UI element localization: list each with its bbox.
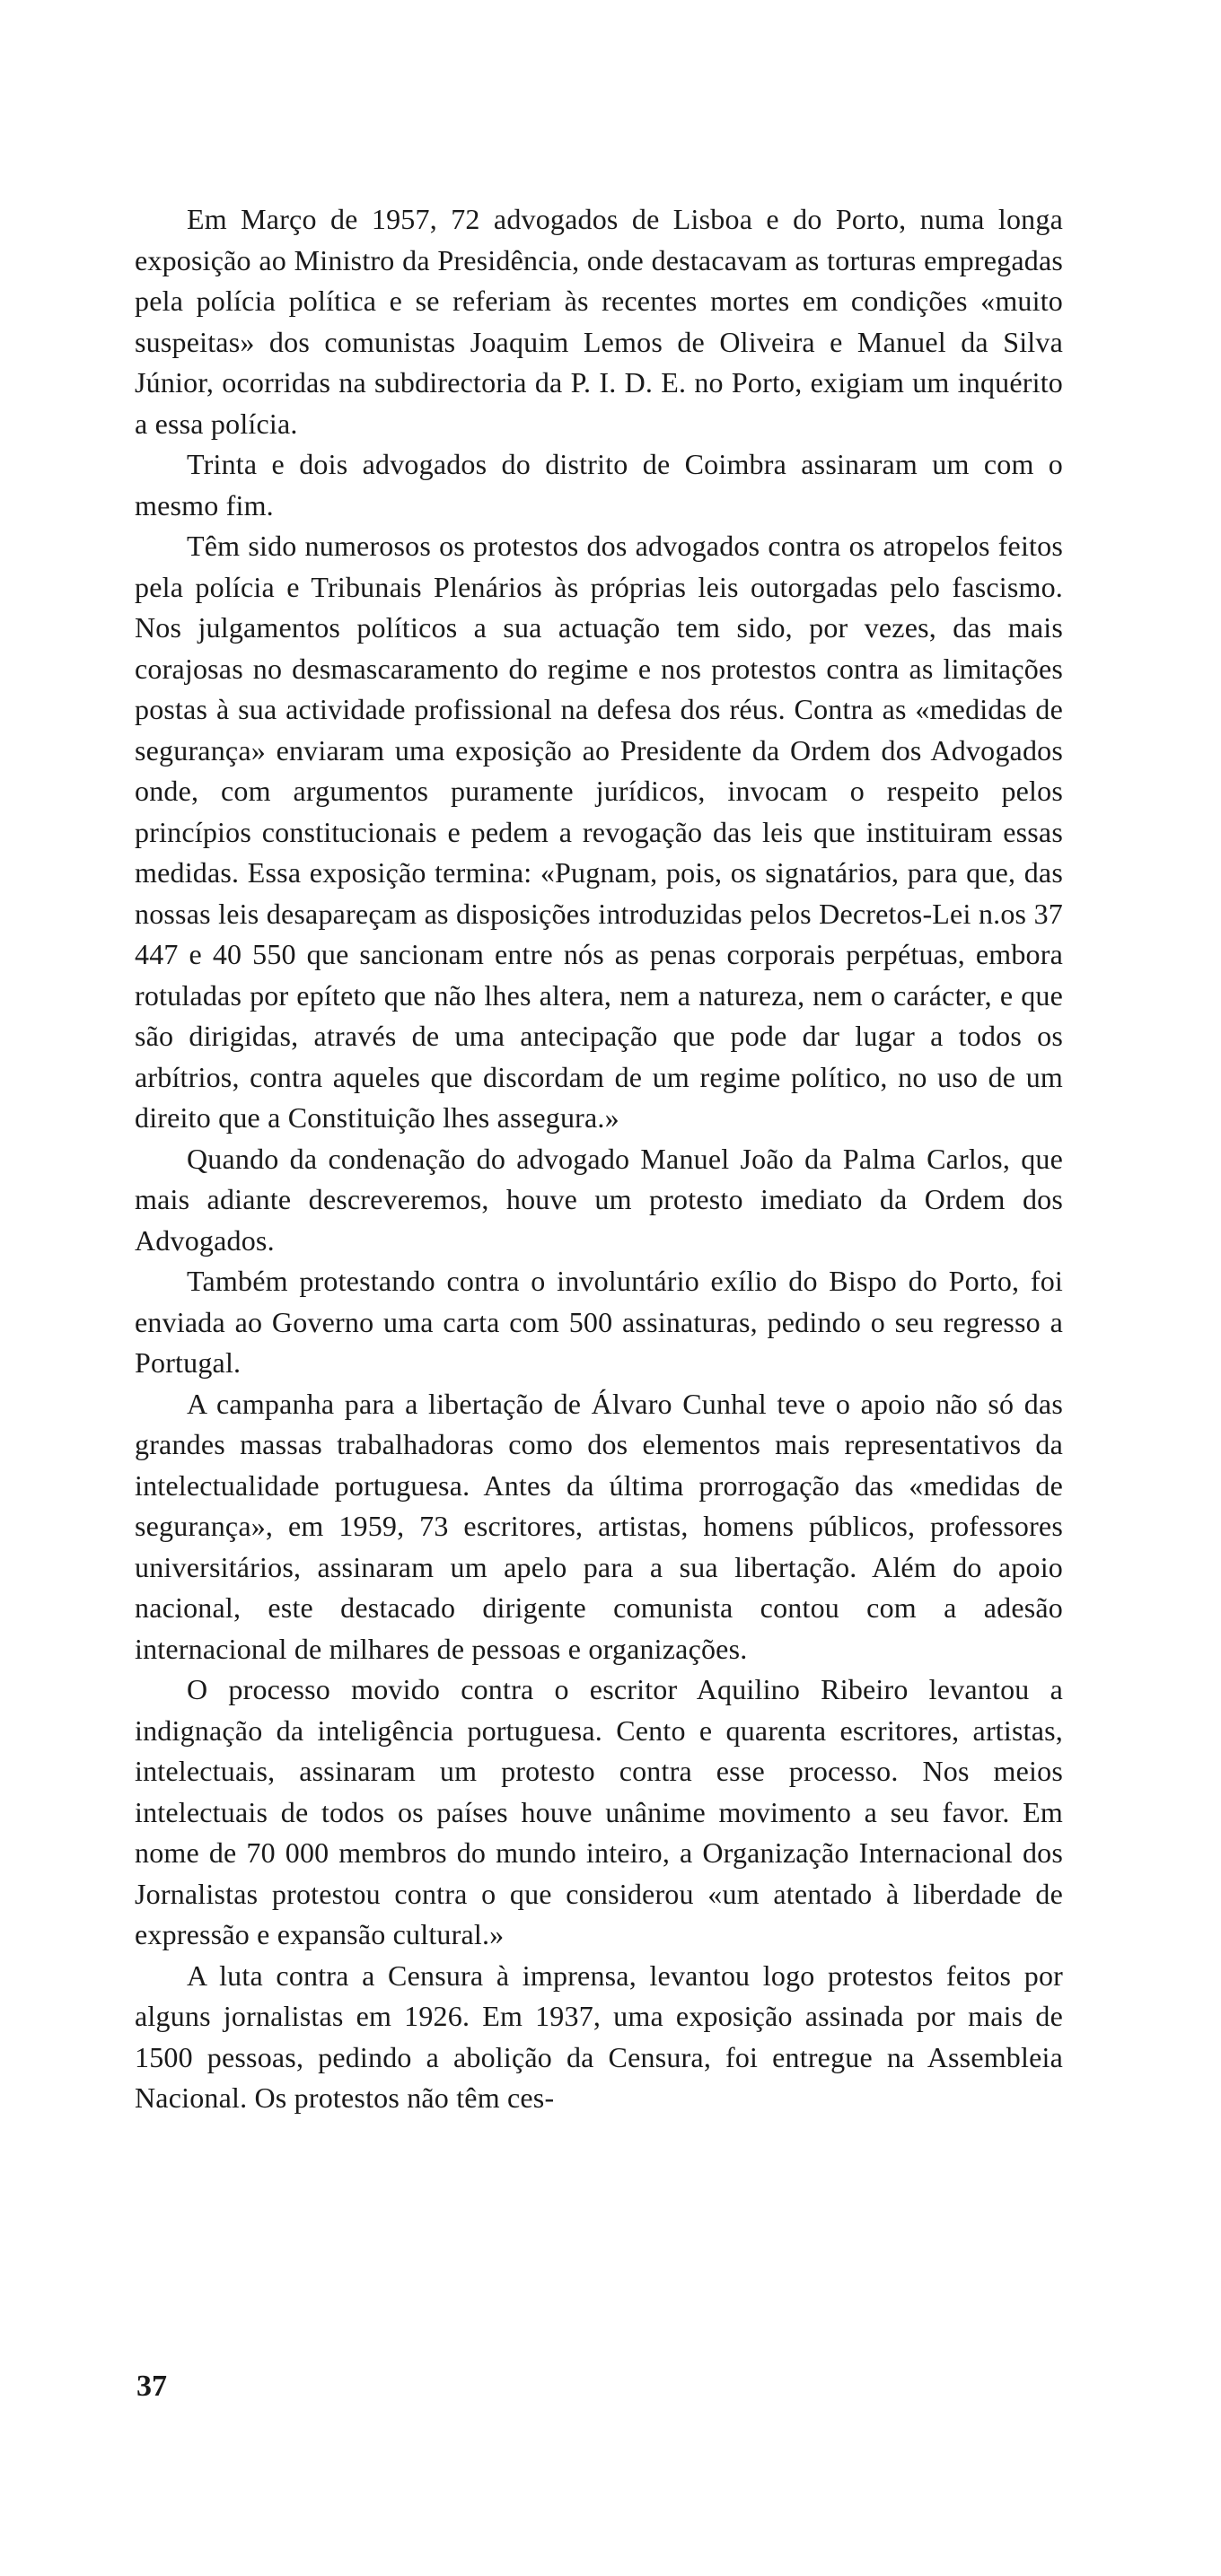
paragraph-6: A campanha para a libertação de Álvaro Cunhal teve o apoio não só das grandes massas trabalhadoras como dos elementos mais representativos da intelectualidade portuguesa. Antes da última prorrogação das «medidas de segurança», em 1959, 73 escritores, artistas, homens públicos, professores universitários, assinaram um apelo para a sua libertação. Além do apoio nacional, este destacado dirigente comunista contou com a adesão internacional de milhares de pessoas e organizações. <box>135 1387 1063 1665</box>
paragraph-4: Quando da condenação do advogado Manuel João da Palma Carlos, que mais adiante descreveremos, houve um protesto imediato da Ordem dos Advogados. <box>135 1142 1063 1257</box>
paragraph-1: Em Março de 1957, 72 advogados de Lisboa e do Porto, numa longa exposição ao Ministro da Presidência, onde destacavam as torturas empregadas pela polícia política e se referiam às recentes mortes em condições «muito suspeitas» dos comunistas Joaquim Lemos de Oliveira e Manuel da Silva Júnior, ocorridas na subdirectoria da P. I. D. E. no Porto, exigiam um inquérito a essa polícia. <box>135 203 1063 440</box>
page-body <box>135 199 1063 2119</box>
paragraph-3: Têm sido numerosos os protestos dos advogados contra os atropelos feitos pela polícia e Tribunais Plenários às próprias leis outorgadas pelo fascismo. Nos julgamentos políticos a sua actuação tem sido, por vezes, das mais corajosas no desmascaramento do regime e nos protestos contra as limitações postas à sua actividade profissional na defesa dos réus. Contra as «medidas de segurança» enviaram uma exposição ao Presidente da Ordem dos Advogados onde, com argumentos puramente jurídicos, invocam o respeito pelos princípios constitucionais e pedem a revogação das leis que instituiram essas medidas. Essa exposição termina: «Pugnam, pois, os signatários, para que, das nossas leis desapareçam as disposições introduzidas pelos Decretos-Lei n.os 37 447 e 40 550 que sancionam entre nós as penas corporais perpétuas, embora rotuladas por epíteto que não lhes altera, nem a natureza, nem o carácter, e que são dirigidas, através de uma antecipação que pode dar lugar a todos os arbítrios, contra aqueles que discordam de um regime político, no uso de um direito que a Constituição lhes assegura.» <box>135 530 1063 1134</box>
paragraph-8: A luta contra a Censura à imprensa, levantou logo protestos feitos por alguns jornalistas em 1926. Em 1937, uma exposição assinada por mais de 1500 pessoas, pedindo a abolição da Censura, foi entregue na Assembleia Nacional. Os protestos não têm ces- <box>135 1958 1063 2114</box>
paragraph-7: O processo movido contra o escritor Aquilino Ribeiro levantou a indignação da inteligência portuguesa. Cento e quarenta escritores, artistas, intelectuais, assinaram um protesto contra esse processo. Nos meios intelectuais de todos os países houve unânime movimento a seu favor. Em nome de 70 000 membros do mundo inteiro, a Organização Internacional dos Jornalistas protestou contra o que considerou «um atentado à liberdade de expressão e expansão cultural.» <box>135 1673 1063 1950</box>
paragraph-5: Também protestando contra o involuntário exílio do Bispo do Porto, foi enviada ao Governo uma carta com 500 assinaturas, pedindo o seu regresso a Portugal. <box>135 1265 1063 1379</box>
page-number: 37 <box>136 2370 167 2403</box>
paragraph-2: Trinta e dois advogados do distrito de Coimbra assinaram um com o mesmo fim. <box>135 448 1063 521</box>
